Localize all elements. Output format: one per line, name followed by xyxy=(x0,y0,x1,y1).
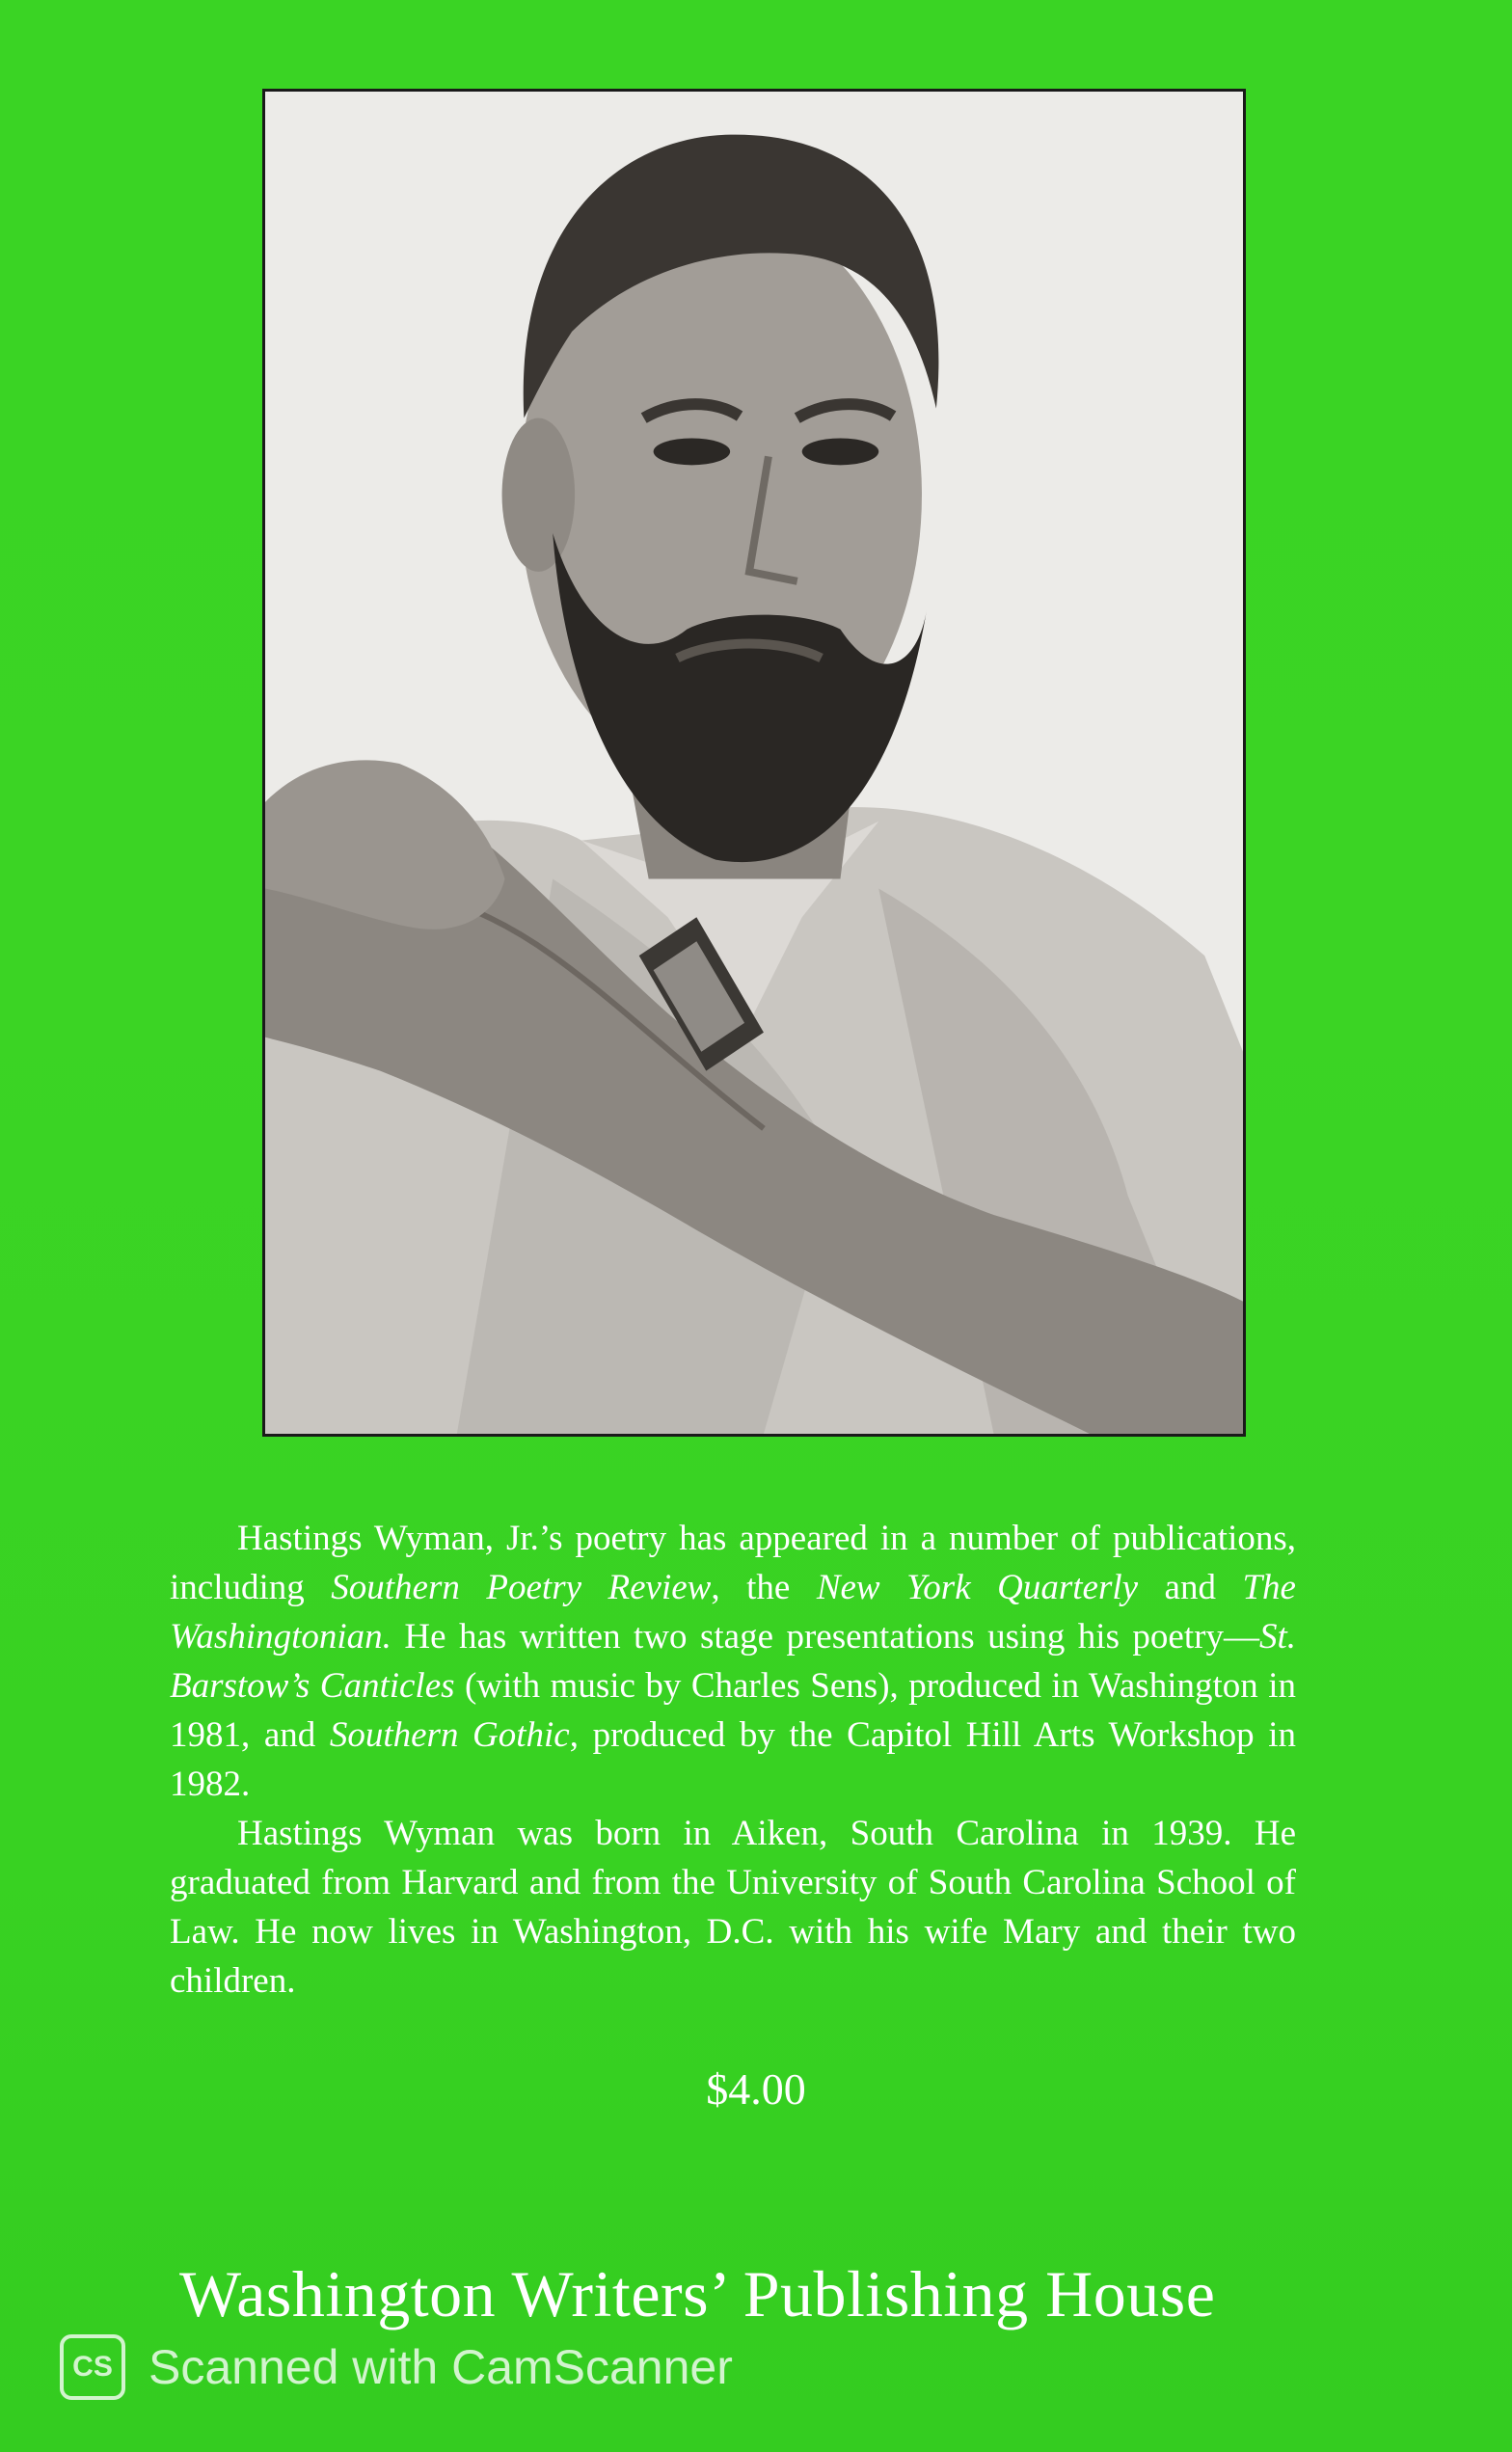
publisher-name: Washington Writers’ Publishing House xyxy=(179,2257,1216,2331)
author-bio xyxy=(170,1514,1296,2006)
bio-text: , the xyxy=(711,1568,817,1607)
price-label: $4.00 xyxy=(706,2064,806,2114)
work-title: Southern Gothic xyxy=(329,1715,570,1755)
author-photo xyxy=(262,89,1246,1437)
author-portrait-illustration xyxy=(265,92,1243,1434)
publication-title: Southern Poetry Review xyxy=(331,1568,712,1607)
bio-text: and xyxy=(1138,1568,1243,1607)
publication-title: The Washingtonian. xyxy=(170,1568,1296,1657)
camscanner-logo-icon: CS xyxy=(60,2334,125,2400)
bio-text: Hastings Wyman, Jr.’s poetry has appeared in a number of publications, including xyxy=(170,1519,1296,1607)
scanner-watermark xyxy=(60,2331,733,2403)
bio-text: (with music by Charles Sens), produced in Washington in 1981, and xyxy=(170,1666,1296,1755)
bio-paragraph-2: Hastings Wyman was born in Aiken, South Carolina in 1939. He graduated from Harvard and from the University of South Carolina School of Law. He now lives in Washington, D.C. with his wife Mary and their two children. xyxy=(170,1814,1296,2001)
bio-text: He has written two stage presentations using his poetry— xyxy=(391,1617,1259,1657)
work-title: St. Barstow’s Canticles xyxy=(170,1617,1296,1706)
bio-text: , produced by the Capitol Hill Arts Workshop in 1982. xyxy=(170,1715,1296,1804)
watermark-text: Scanned with CamScanner xyxy=(148,2340,733,2394)
publication-title: New York Quarterly xyxy=(816,1568,1139,1607)
bio-paragraph-1 xyxy=(170,1514,1296,1809)
